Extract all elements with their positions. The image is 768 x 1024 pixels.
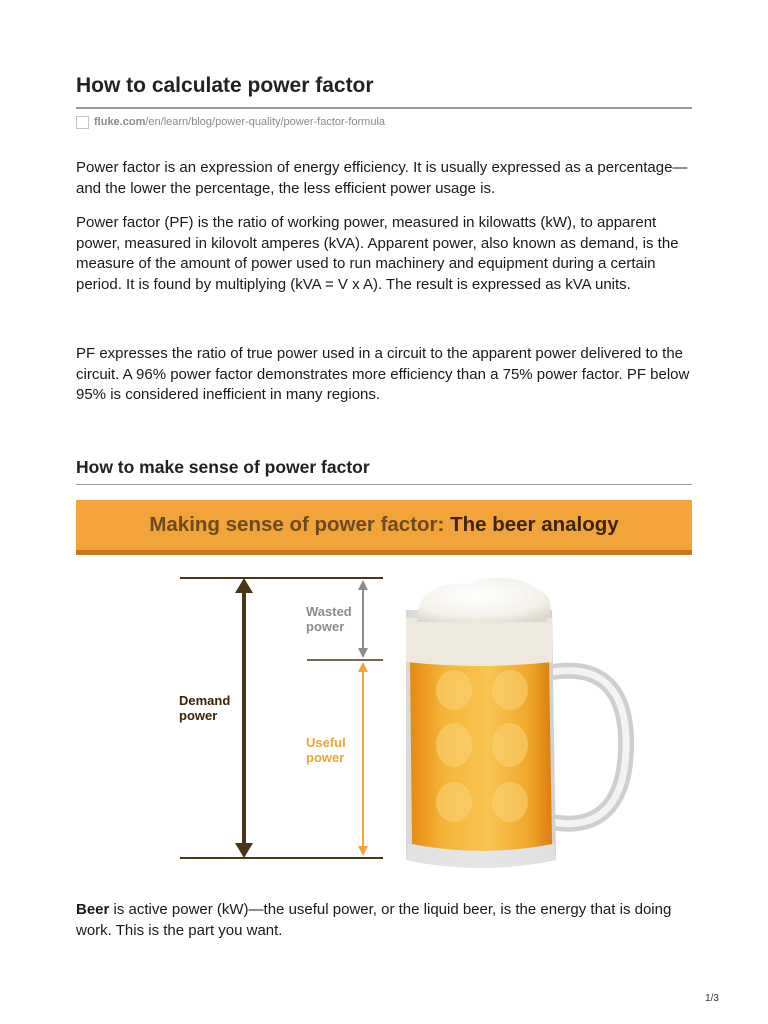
source-link[interactable] xyxy=(76,114,385,130)
section-divider xyxy=(76,484,692,485)
paragraph-intro: Power factor is an expression of energy efficiency. It is usually expressed as a percentage—and the lower the percentage, the less efficient power usage is. xyxy=(76,159,688,197)
useful-label-line2: power xyxy=(306,750,345,765)
paragraph-beer xyxy=(76,900,692,941)
beer-description: is active power (kW)—the useful power, or the liquid beer, is the energy that is doing work. This is the part you want. xyxy=(76,901,672,939)
page-number: 1/3 xyxy=(705,993,719,1004)
useful-label-line1: Useful xyxy=(306,735,346,750)
beer-analogy-diagram xyxy=(76,560,692,890)
paragraph-ratio: PF expresses the ratio of true power used in a circuit to the apparent power delivered to the circuit. A 96% power factor demonstrates more efficiency than a 75% power factor. PF below 95% is considered inefficient in many regions. xyxy=(76,345,690,404)
title-divider xyxy=(76,107,692,109)
beer-term: Beer xyxy=(76,901,110,918)
section-heading: How to make sense of power factor xyxy=(76,457,370,477)
favicon-placeholder-icon xyxy=(76,116,89,129)
wasted-label-line2: power xyxy=(306,619,345,634)
useful-arrow xyxy=(358,662,368,856)
banner-lead-text: Making sense of power factor: xyxy=(149,513,445,536)
source-path[interactable]: /en/learn/blog/power-quality/power-factor-formula xyxy=(145,116,386,128)
wasted-label-line1: Wasted xyxy=(306,604,352,619)
beer-mug-image xyxy=(406,578,626,868)
page-title: How to calculate power factor xyxy=(76,74,374,97)
demand-label-line1: Demand xyxy=(179,693,231,708)
demand-arrow xyxy=(235,578,253,858)
demand-label-line2: power xyxy=(179,708,218,723)
wasted-arrow xyxy=(358,580,368,658)
banner-strong-text: The beer analogy xyxy=(450,513,619,536)
beer-analogy-figure xyxy=(76,560,692,890)
source-domain[interactable]: fluke.com xyxy=(94,116,146,128)
figure-banner xyxy=(76,500,692,555)
paragraph-definition: Power factor (PF) is the ratio of working power, measured in kilowatts (kW), to apparent power, measured in kilovolt amperes (kVA). Apparent power, also known as demand, is the measure of the amount of power used to run machinery and equipment during a certain period. It is found by multiplying (kVA = V x A). The result is expressed as kVA units. xyxy=(76,214,679,293)
